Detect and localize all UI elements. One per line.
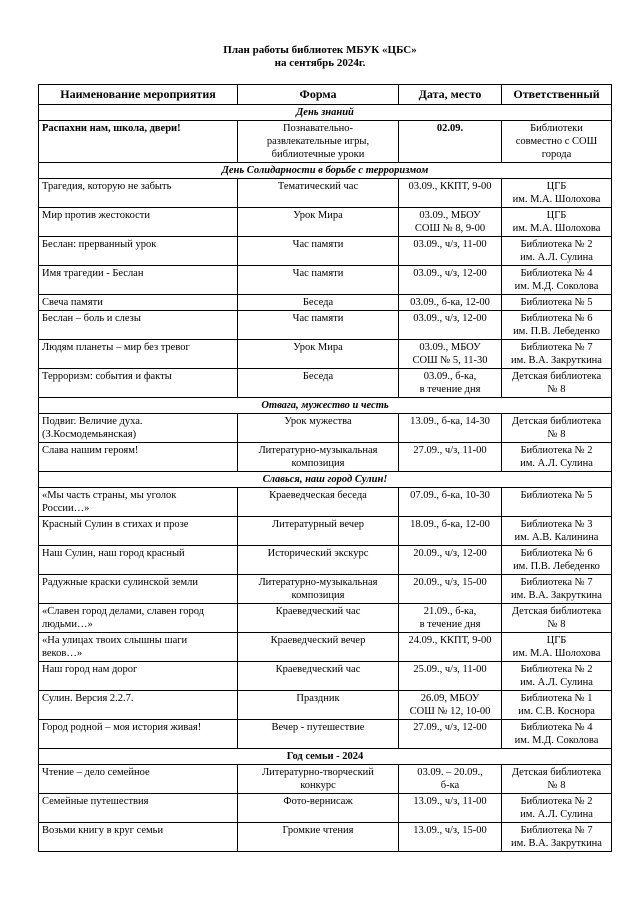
event-date-place-line: 27.09., ч/з, 12-00 [413, 722, 487, 733]
event-responsible [502, 121, 612, 163]
event-date-place [399, 311, 502, 340]
event-responsible-line: им. А.Л. Сулина [520, 677, 593, 688]
event-responsible-line: Библиотека № 5 [520, 490, 593, 501]
event-responsible-line: им. В.А. Закруткина [511, 355, 602, 366]
event-form-line: Литературно-творческий [262, 767, 374, 778]
event-name-line: Имя трагедии - Беслан [42, 268, 144, 279]
event-form-line: Краеведческий час [275, 664, 361, 675]
event-form [238, 575, 399, 604]
event-responsible-line: Детская библиотека [511, 416, 602, 427]
event-date-place-line: 21.09., б-ка, [423, 606, 477, 617]
event-responsible-line: города [541, 149, 572, 160]
header-form: Форма [238, 85, 399, 105]
event-responsible-line: Библиотека № 2 [520, 796, 593, 807]
event-responsible-line: Детская библиотека [511, 767, 602, 778]
event-date-place-line: 26.09, МБОУ [420, 693, 480, 704]
event-form-line: Тематический час [277, 181, 359, 192]
event-form-line: Литературно-музыкальная [258, 577, 378, 588]
event-responsible-line: им. М.Д. Соколова [514, 735, 599, 746]
event-responsible-line: им. П.В. Лебеденко [513, 326, 600, 337]
event-form [238, 517, 399, 546]
event-responsible-line: Библиотека № 3 [520, 519, 593, 530]
event-date-place-line: в течение дня [419, 384, 481, 395]
event-form [238, 414, 399, 443]
event-form-line: Краеведческий час [275, 606, 361, 617]
event-form [238, 237, 399, 266]
table-row [39, 311, 612, 340]
event-form-line: Урок мужества [284, 416, 352, 427]
event-date-place-line: 03.09., МБОУ [419, 342, 481, 353]
event-responsible-line: ЦГБ [546, 635, 567, 646]
event-name [39, 443, 238, 472]
event-name-line: Семейные путешествия [42, 796, 149, 807]
section-title: Славься, наш город Сулин! [39, 472, 612, 488]
event-responsible [502, 414, 612, 443]
event-date-place-line: 27.09., ч/з, 11-00 [413, 445, 487, 456]
event-date-place [399, 662, 502, 691]
header-name: Наименование мероприятия [39, 85, 238, 105]
section-row [39, 105, 612, 121]
event-form-line: Урок Мира [293, 210, 343, 221]
event-date-place [399, 340, 502, 369]
event-name [39, 414, 238, 443]
event-responsible [502, 823, 612, 852]
event-form-line: конкурс [300, 780, 336, 791]
event-date-place-line: СОШ № 12, 10-00 [409, 706, 491, 717]
event-name-line: веков…» [42, 648, 83, 659]
event-date-place [399, 443, 502, 472]
event-form-line: Вечер - путешествие [271, 722, 365, 733]
event-form [238, 765, 399, 794]
event-form [238, 662, 399, 691]
event-date-place [399, 546, 502, 575]
event-date-place-line: 20.09., ч/з, 12-00 [413, 548, 487, 559]
event-responsible [502, 443, 612, 472]
event-responsible-line: им. А.Л. Сулина [520, 809, 593, 820]
event-responsible-line: Библиотека № 6 [520, 313, 593, 324]
event-date-place-line: 02.09. [436, 123, 464, 134]
header-responsible: Ответственный [502, 85, 612, 105]
event-form-line: Час памяти [292, 239, 344, 250]
event-responsible-line: Библиотека № 7 [520, 342, 593, 353]
table-row [39, 662, 612, 691]
table-row [39, 414, 612, 443]
event-date-place [399, 266, 502, 295]
event-responsible [502, 604, 612, 633]
table-row [39, 369, 612, 398]
event-name-line: «Мы часть страны, мы уголок [42, 490, 177, 501]
event-name [39, 311, 238, 340]
event-name-line: Красный Сулин в стихах и прозе [42, 519, 189, 530]
event-date-place [399, 765, 502, 794]
event-date-place [399, 488, 502, 517]
event-date-place [399, 517, 502, 546]
event-form-line: Праздник [296, 693, 340, 704]
event-date-place [399, 633, 502, 662]
event-form-line: библиотечные уроки [271, 149, 365, 160]
event-date-place [399, 295, 502, 311]
event-responsible-line: им. В.А. Закруткина [511, 590, 602, 601]
event-date-place-line: в течение дня [419, 619, 481, 630]
event-name [39, 662, 238, 691]
event-form [238, 443, 399, 472]
event-responsible-line: им. М.А. Шолохова [512, 648, 601, 659]
event-responsible [502, 633, 612, 662]
event-name-line: Терроризм: события и факты [42, 371, 172, 382]
event-date-place-line: 03.09., ККПТ, 9-00 [408, 181, 492, 192]
event-date-place [399, 823, 502, 852]
event-responsible [502, 179, 612, 208]
event-responsible-line: им. А.Л. Сулина [520, 458, 593, 469]
event-date-place-line: 13.09., ч/з, 11-00 [413, 796, 487, 807]
event-date-place-line: 13.09., б-ка, 14-30 [410, 416, 490, 427]
event-form-line: Исторический экскурс [267, 548, 369, 559]
table-row [39, 295, 612, 311]
event-name [39, 179, 238, 208]
table-row [39, 208, 612, 237]
event-date-place-line: 07.09., б-ка, 10-30 [410, 490, 490, 501]
event-name [39, 604, 238, 633]
event-responsible-line: Библиотека № 7 [520, 825, 593, 836]
event-responsible [502, 369, 612, 398]
event-date-place-line: 03.09., б-ка, [423, 371, 477, 382]
event-form-line: композиция [291, 590, 345, 601]
event-date-place [399, 237, 502, 266]
event-form [238, 121, 399, 163]
event-responsible-line: Детская библиотека [511, 371, 602, 382]
event-name-line: Мир против жестокости [42, 210, 150, 221]
event-responsible-line: Библиотека № 4 [520, 268, 593, 279]
event-responsible-line: им. М.А. Шолохова [512, 194, 601, 205]
event-date-place-line: СОШ № 8, 9-00 [414, 223, 486, 234]
section-row [39, 163, 612, 179]
event-date-place [399, 369, 502, 398]
event-name [39, 691, 238, 720]
event-date-place-line: 20.09., ч/з, 15-00 [413, 577, 487, 588]
events-table [38, 84, 612, 852]
event-name-line: «На улицах твоих слышны шаги [42, 635, 188, 646]
event-name [39, 208, 238, 237]
event-name-line: Подвиг. Величие духа. [42, 416, 143, 427]
event-form [238, 488, 399, 517]
event-name-line: Наш город нам дорог [42, 664, 138, 675]
event-name-line: (З.Космодемьянская) [42, 429, 137, 440]
table-row [39, 517, 612, 546]
event-responsible-line: им. М.Д. Соколова [514, 281, 599, 292]
event-name [39, 517, 238, 546]
event-date-place-line: 03.09. – 20.09., [417, 767, 483, 778]
event-responsible-line: Библиотека № 1 [520, 693, 593, 704]
section-row [39, 398, 612, 414]
event-name [39, 488, 238, 517]
table-row [39, 604, 612, 633]
event-form-line: Краеведческая беседа [269, 490, 367, 501]
table-row [39, 765, 612, 794]
event-form-line: Час памяти [292, 313, 344, 324]
section-row [39, 472, 612, 488]
event-date-place-line: 25.09., ч/з, 11-00 [413, 664, 487, 675]
document-subtitle: на сентябрь 2024г. [274, 57, 366, 69]
event-responsible [502, 295, 612, 311]
section-title: День Солидарности в борьбе с терроризмом [39, 163, 612, 179]
event-form [238, 369, 399, 398]
event-form-line: Беседа [302, 371, 334, 382]
event-responsible-line: Библиотека № 5 [520, 297, 593, 308]
event-responsible [502, 208, 612, 237]
event-responsible [502, 794, 612, 823]
table-row [39, 488, 612, 517]
table-row [39, 266, 612, 295]
event-date-place [399, 794, 502, 823]
event-date-place [399, 208, 502, 237]
event-form-line: Познавательно- [282, 123, 354, 134]
event-responsible-line: совместно с СОШ [515, 136, 598, 147]
section-title: Отвага, мужество и честь [39, 398, 612, 414]
event-responsible-line: № 8 [547, 429, 566, 440]
event-form [238, 633, 399, 662]
event-name-line: Беслан – боль и слезы [42, 313, 141, 324]
table-row [39, 720, 612, 749]
event-form [238, 266, 399, 295]
event-responsible [502, 546, 612, 575]
event-responsible-line: № 8 [547, 780, 566, 791]
event-responsible-line: ЦГБ [546, 181, 567, 192]
event-name-line: Распахни нам, школа, двери! [42, 123, 181, 134]
table-row [39, 179, 612, 208]
event-form [238, 208, 399, 237]
event-name-line: Возьми книгу в круг семьи [42, 825, 164, 836]
event-name-line: Людям планеты – мир без тревог [42, 342, 190, 353]
event-responsible-line: Детская библиотека [511, 606, 602, 617]
event-form-line: Урок Мира [293, 342, 343, 353]
event-date-place-line: 03.09., ч/з, 11-00 [413, 239, 487, 250]
table-row [39, 121, 612, 163]
event-date-place [399, 575, 502, 604]
event-responsible-line: им. М.А. Шолохова [512, 223, 601, 234]
table-header-row [39, 85, 612, 105]
event-date-place-line: 24.09., ККПТ, 9-00 [408, 635, 492, 646]
table-row [39, 823, 612, 852]
event-responsible [502, 266, 612, 295]
event-form [238, 604, 399, 633]
event-name-line: людьми…» [42, 619, 93, 630]
table-row [39, 633, 612, 662]
table-row [39, 794, 612, 823]
event-name-line: Слава нашим героям! [42, 445, 139, 456]
event-date-place-line: 03.09., МБОУ [419, 210, 481, 221]
event-name-line: Свеча памяти [42, 297, 103, 308]
event-name [39, 794, 238, 823]
event-name [39, 295, 238, 311]
event-responsible [502, 517, 612, 546]
event-name [39, 823, 238, 852]
event-form [238, 823, 399, 852]
event-responsible [502, 575, 612, 604]
table-row [39, 546, 612, 575]
event-responsible-line: им. А.В. Калинина [514, 532, 599, 543]
event-responsible-line: Библиотека № 2 [520, 445, 593, 456]
event-name [39, 266, 238, 295]
event-date-place-line: 03.09., б-ка, 12-00 [410, 297, 490, 308]
event-name [39, 340, 238, 369]
event-name-line: Наш Сулин, наш город красный [42, 548, 185, 559]
event-responsible-line: Библиотека № 2 [520, 664, 593, 675]
event-responsible-line: № 8 [547, 619, 566, 630]
event-date-place-line: 13.09., ч/з, 15-00 [413, 825, 487, 836]
event-name [39, 369, 238, 398]
event-form [238, 340, 399, 369]
event-responsible-line: Библиотека № 4 [520, 722, 593, 733]
document-title: План работы библиотек МБУК «ЦБС» [223, 44, 417, 56]
event-date-place [399, 604, 502, 633]
event-form-line: Краеведческий вечер [270, 635, 366, 646]
event-date-place [399, 691, 502, 720]
event-name-line: России…» [42, 503, 90, 514]
table-body [39, 105, 612, 852]
event-responsible-line: № 8 [547, 384, 566, 395]
event-name [39, 633, 238, 662]
event-responsible-line: им. П.В. Лебеденко [513, 561, 600, 572]
event-date-place [399, 121, 502, 163]
section-title: Год семьи - 2024 [39, 749, 612, 765]
event-date-place [399, 179, 502, 208]
event-responsible [502, 691, 612, 720]
event-name [39, 546, 238, 575]
event-responsible-line: Библиотеки [530, 123, 583, 134]
table-row [39, 691, 612, 720]
event-name-line: Трагедия, которую не забыть [42, 181, 172, 192]
event-form [238, 720, 399, 749]
event-name [39, 575, 238, 604]
event-date-place [399, 720, 502, 749]
event-form [238, 179, 399, 208]
event-responsible-line: им. А.Л. Сулина [520, 252, 593, 263]
event-form-line: Громкие чтения [282, 825, 354, 836]
section-row [39, 749, 612, 765]
event-date-place [399, 414, 502, 443]
event-name-line: Радужные краски сулинской земли [42, 577, 199, 588]
event-form-line: Беседа [302, 297, 334, 308]
event-form-line: Фото-вернисаж [283, 796, 353, 807]
event-name-line: Чтение – дело семейное [42, 767, 150, 778]
event-form [238, 691, 399, 720]
table-row [39, 443, 612, 472]
event-responsible-line: Библиотека № 2 [520, 239, 593, 250]
event-name [39, 237, 238, 266]
event-name [39, 765, 238, 794]
event-responsible [502, 340, 612, 369]
event-responsible [502, 662, 612, 691]
event-name [39, 720, 238, 749]
event-form [238, 546, 399, 575]
event-name-line: Город родной – моя история живая! [42, 722, 202, 733]
table-row [39, 575, 612, 604]
event-responsible-line: им. С.В. Коснора [518, 706, 595, 717]
event-name-line: «Славен город делами, славен город [42, 606, 205, 617]
header-date-place: Дата, место [399, 85, 502, 105]
event-responsible [502, 237, 612, 266]
event-form-line: Литературно-музыкальная [258, 445, 378, 456]
event-name-line: Беслан: прерванный урок [42, 239, 157, 250]
event-date-place-line: 03.09., ч/з, 12-00 [413, 268, 487, 279]
event-form [238, 311, 399, 340]
event-responsible-line: ЦГБ [546, 210, 567, 221]
event-date-place-line: б-ка [440, 780, 460, 791]
section-title: День знаний [39, 105, 612, 121]
event-responsible [502, 311, 612, 340]
event-responsible-line: Библиотека № 7 [520, 577, 593, 588]
event-date-place-line: 03.09., ч/з, 12-00 [413, 313, 487, 324]
event-name-line: Сулин. Версия 2.2.7. [42, 693, 134, 704]
event-form-line: композиция [291, 458, 345, 469]
event-form-line: Литературный вечер [272, 519, 364, 530]
event-responsible-line: Библиотека № 6 [520, 548, 593, 559]
event-form-line: развлекательные игры, [266, 136, 370, 147]
event-form-line: Час памяти [292, 268, 344, 279]
event-form [238, 794, 399, 823]
event-responsible [502, 765, 612, 794]
event-date-place-line: СОШ № 5, 11-30 [412, 355, 488, 366]
table-row [39, 340, 612, 369]
event-responsible [502, 720, 612, 749]
event-form [238, 295, 399, 311]
event-date-place-line: 18.09., б-ка, 12-00 [410, 519, 490, 530]
event-responsible-line: им. В.А. Закруткина [511, 838, 602, 849]
event-responsible [502, 488, 612, 517]
event-name [39, 121, 238, 163]
table-row [39, 237, 612, 266]
